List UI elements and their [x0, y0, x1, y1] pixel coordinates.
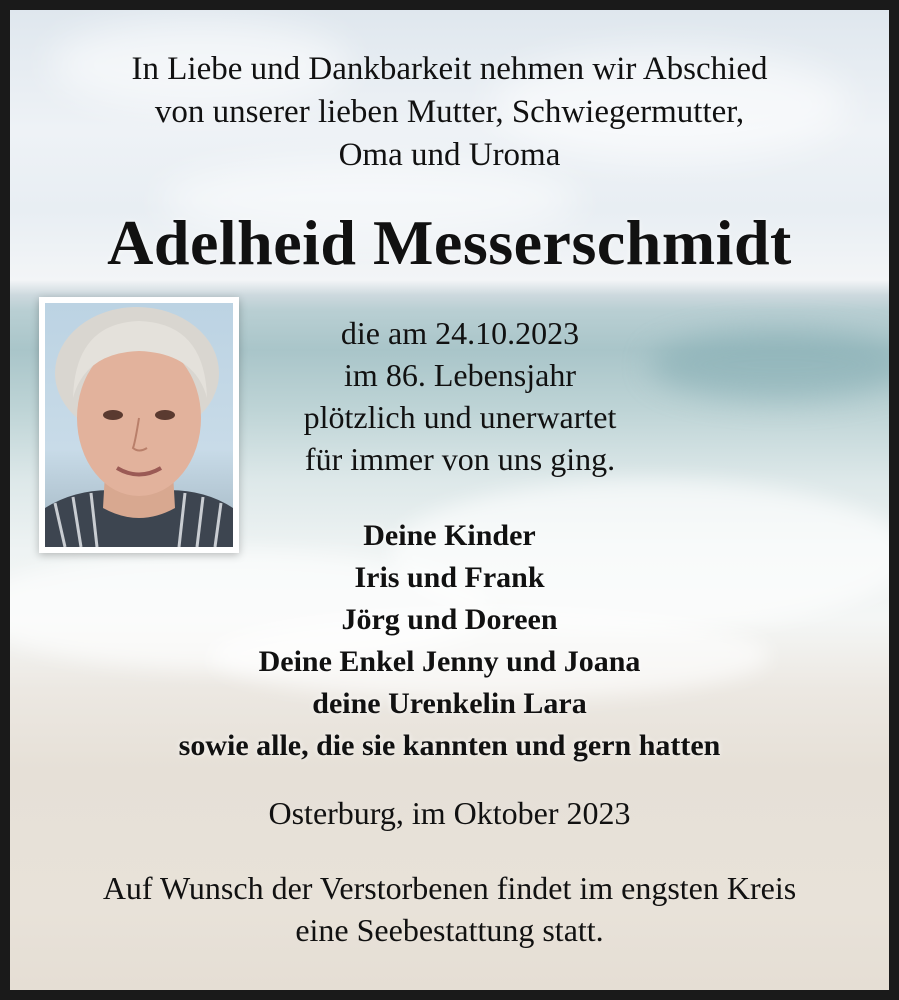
note-line: eine Seebestattung statt.: [295, 912, 604, 948]
intro-line: von unserer lieben Mutter, Schwiegermutter,: [154, 94, 745, 130]
death-line: im 86. Lebensjahr: [344, 357, 576, 393]
death-line: plötzlich und unerwartet: [303, 399, 617, 435]
portrait-image: [45, 303, 233, 547]
place-and-date: Osterburg, im Oktober 2023: [268, 795, 631, 831]
family-line: Jörg und Doreen: [341, 603, 558, 636]
family-line: deine Urenkelin Lara: [312, 687, 587, 720]
obituary-card: [10, 10, 889, 990]
death-notice-text: [250, 312, 670, 480]
deceased-name: Adelheid Messerschmidt: [107, 207, 792, 278]
intro-line: In Liebe und Dankbarkeit nehmen wir Abschied: [131, 51, 768, 87]
death-line: die am 24.10.2023: [340, 315, 580, 351]
sea-wave-decoration: [650, 330, 889, 400]
family-line: Iris und Frank: [354, 561, 545, 594]
burial-note: [10, 867, 889, 951]
family-line: Deine Enkel Jenny und Joana: [258, 645, 641, 678]
intro-text: [10, 48, 889, 177]
intro-line: Oma und Uroma: [338, 137, 561, 173]
family-line: sowie alle, die sie kannten und gern hatten: [178, 729, 721, 762]
note-line: Auf Wunsch der Verstorbenen findet im engsten Kreis: [102, 870, 797, 906]
family-line: Deine Kinder: [363, 519, 536, 552]
death-line: für immer von uns ging.: [304, 441, 616, 477]
family-signatures: [10, 515, 889, 767]
portrait-illustration: [45, 303, 233, 547]
